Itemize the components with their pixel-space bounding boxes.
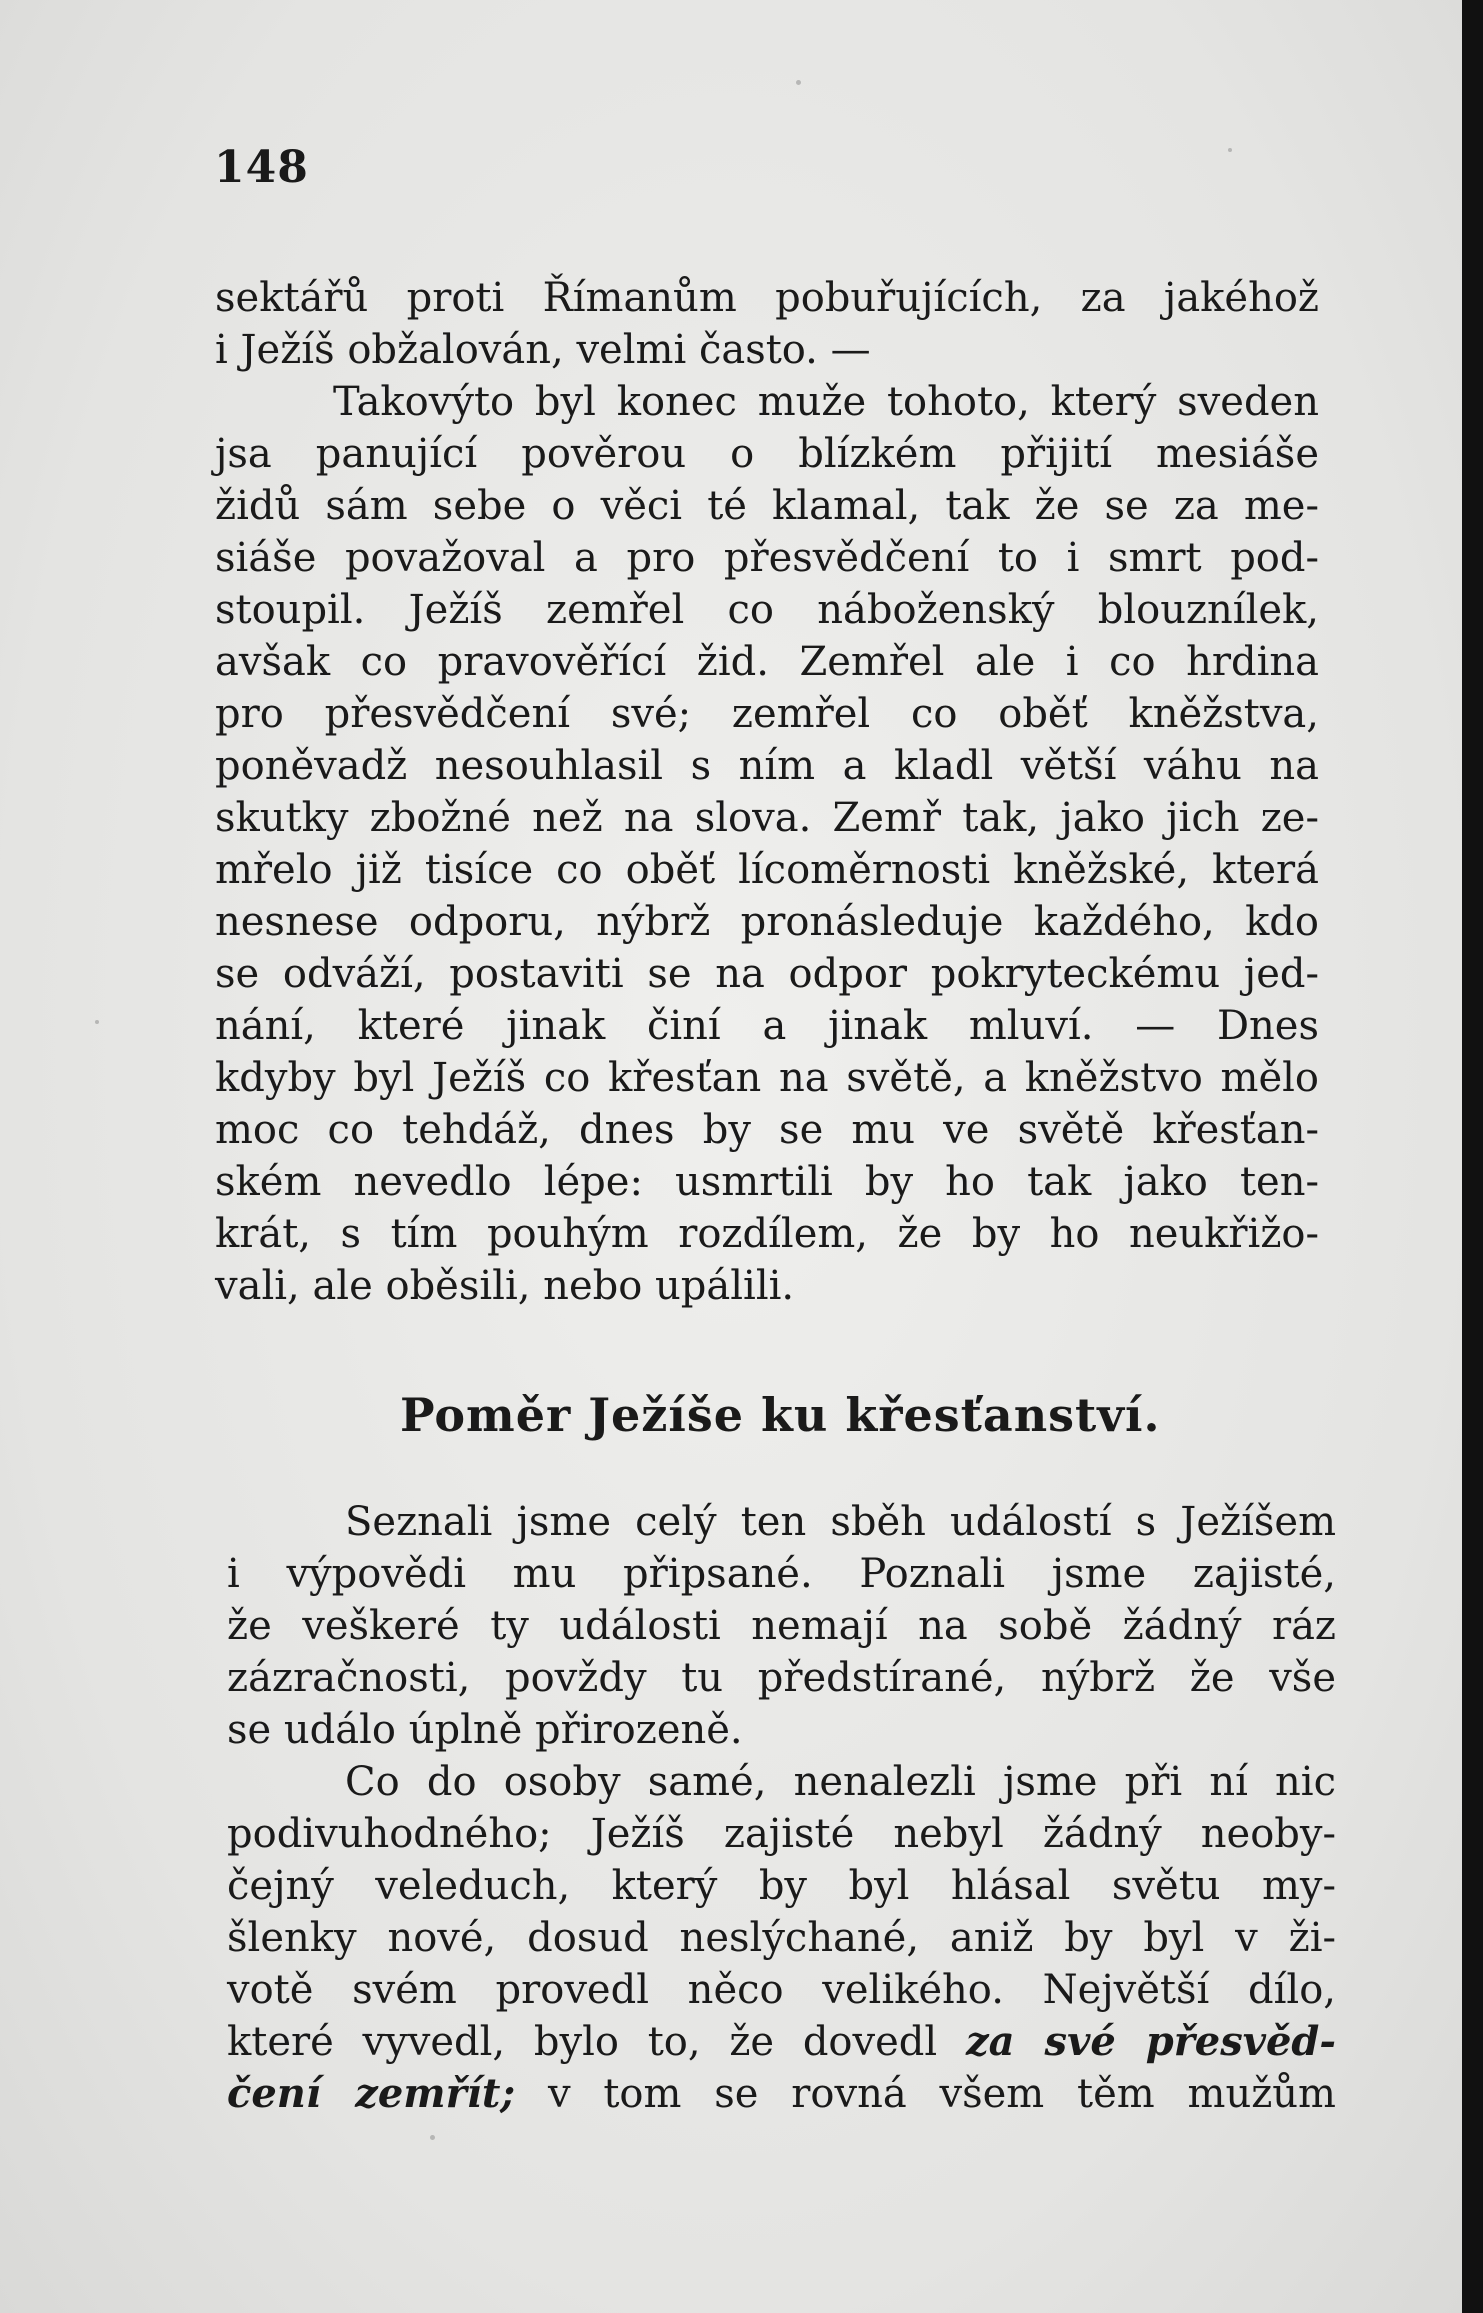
text-line: [227, 1496, 1336, 1548]
text-line: [227, 2068, 1336, 2120]
line-text: podivuhodného; Ježíš zajisté nebyl žádný neoby-: [227, 1811, 1336, 1857]
page-number: 148: [214, 142, 309, 193]
text-line: [215, 428, 1319, 480]
line-text: i výpovědi mu připsané. Poznali jsme zajisté,: [227, 1551, 1336, 1597]
text-line: [227, 1548, 1336, 1600]
text-block-1: [215, 272, 1319, 1312]
text-line: [227, 1964, 1336, 2016]
line-text: čejný veleduch, který by byl hlásal světu my-: [227, 1863, 1336, 1909]
text-line: [227, 1652, 1336, 1704]
text-line: [227, 2016, 1336, 2068]
line-text: se odváží, postaviti se na odpor pokryteckému jed-: [215, 951, 1319, 997]
line-text: Takovýto byl konec muže tohoto, který sveden: [333, 379, 1319, 425]
line-text: čení zemřít;: [227, 2070, 516, 2117]
text-line: [215, 740, 1319, 792]
line-text: stoupil. Ježíš zemřel co náboženský blouznílek,: [215, 587, 1319, 633]
line-text: i Ježíš obžalován, velmi často. —: [215, 327, 871, 373]
line-text: krát, s tím pouhým rozdílem, že by ho neukřižo-: [215, 1211, 1319, 1257]
text-line: [215, 584, 1319, 636]
paper-speck: [430, 2135, 435, 2140]
line-text: avšak co pravověřící žid. Zemřel ale i co hrdina: [215, 639, 1319, 685]
line-text: pro přesvědčení své; zemřel co oběť kněžstva,: [215, 691, 1319, 737]
scan-edge: [1462, 0, 1483, 2313]
text-block-2: [227, 1496, 1336, 2120]
text-line: [215, 896, 1319, 948]
line-text: že veškeré ty události nemají na sobě žádný ráz: [227, 1603, 1336, 1649]
italic-emphasis: za své přesvěd-: [965, 2018, 1337, 2065]
line-text: se událo úplně přirozeně.: [227, 1707, 743, 1753]
line-text: židů sám sebe o věci té klamal, tak že se za me-: [215, 483, 1319, 529]
text-line: [215, 948, 1319, 1000]
text-line: [215, 844, 1319, 896]
line-text: mřelo již tisíce co oběť lícoměrnosti kněžské, která: [215, 847, 1319, 893]
line-text: kdyby byl Ježíš co křesťan na světě, a kněžstvo mělo: [215, 1055, 1319, 1101]
text-line: [215, 1260, 1319, 1312]
line-text: votě svém provedl něco velikého. Největší dílo,: [227, 1967, 1336, 2013]
text-line: [215, 532, 1319, 584]
text-line: [215, 1208, 1319, 1260]
text-line: [215, 1000, 1319, 1052]
text-line: [215, 1052, 1319, 1104]
line-text: nesnese odporu, nýbrž pronásleduje každého, kdo: [215, 899, 1319, 945]
text-line: [215, 376, 1319, 428]
paper-speck: [796, 80, 801, 85]
line-text: ském nevedlo lépe: usmrtili by ho tak jako ten-: [215, 1159, 1319, 1205]
text-line: [215, 636, 1319, 688]
section-title: Poměr Ježíše ku křesťanství.: [400, 1388, 1161, 1442]
line-text: poněvadž nesouhlasil s ním a kladl větší váhu na: [215, 743, 1319, 789]
line-text: nání, které jinak činí a jinak mluví. — Dnes: [215, 1003, 1319, 1049]
line-tail: v tom se rovná všem těm mužům: [547, 2071, 1336, 2117]
text-line: [215, 792, 1319, 844]
line-text: moc co tehdáž, dnes by se mu ve světě křesťan-: [215, 1107, 1319, 1153]
text-line: [227, 1600, 1336, 1652]
line-text: skutky zbožné než na slova. Zemř tak, jako jich ze-: [215, 795, 1319, 841]
line-text: siáše považoval a pro přesvědčení to i smrt pod-: [215, 535, 1319, 581]
line-text: Co do osoby samé, nenalezli jsme při ní nic: [345, 1759, 1336, 1805]
text-line: [227, 1912, 1336, 1964]
text-line: [215, 1104, 1319, 1156]
line-text: šlenky nové, dosud neslýchané, aniž by byl v ži-: [227, 1915, 1336, 1961]
line-text: vali, ale oběsili, nebo upálili.: [215, 1263, 795, 1309]
text-line: [215, 1156, 1319, 1208]
paper-speck: [1228, 148, 1232, 152]
text-line: [215, 324, 1319, 376]
paper-speck: [95, 1020, 99, 1024]
text-line: [227, 1860, 1336, 1912]
text-line: [215, 272, 1319, 324]
text-line: [227, 1704, 1336, 1756]
text-line: [215, 480, 1319, 532]
text-line: [227, 1808, 1336, 1860]
text-line: [215, 688, 1319, 740]
line-text: zázračnosti, povždy tu předstírané, nýbrž že vše: [227, 1655, 1336, 1701]
line-text: Seznali jsme celý ten sběh událostí s Ježíšem: [345, 1499, 1336, 1545]
line-text: jsa panující pověrou o blízkém přijití mesiáše: [215, 431, 1319, 477]
text-line: [227, 1756, 1336, 1808]
line-text: které vyvedl, bylo to, že dovedl: [227, 2019, 938, 2065]
line-text: sektářů proti Římanům pobuřujících, za jakéhož: [215, 275, 1319, 321]
